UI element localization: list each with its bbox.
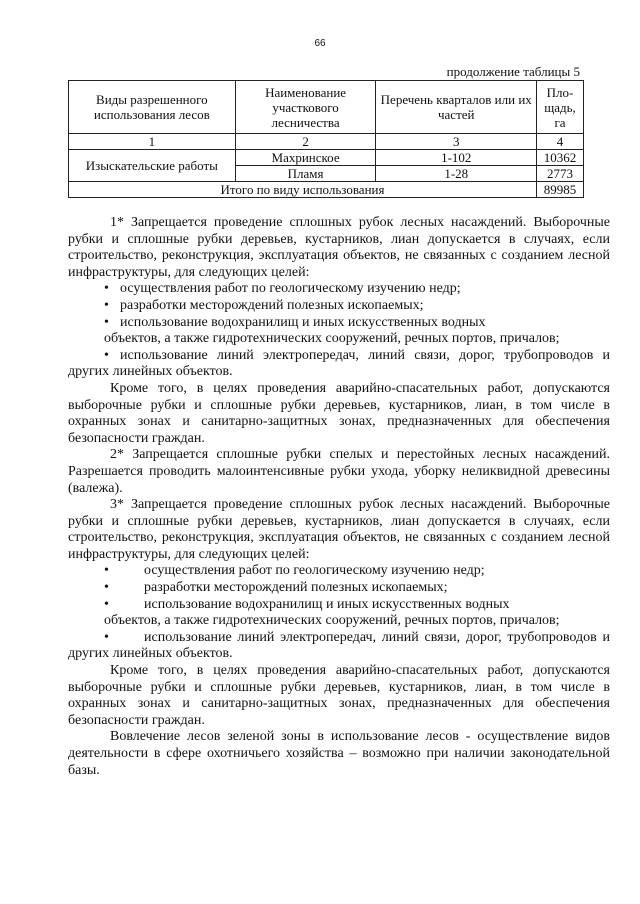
header-cell: Пло-щадь, га <box>537 81 584 134</box>
bullet-icon: • <box>104 314 109 330</box>
list-item <box>68 630 610 663</box>
paragraph: Вовлечение лесов зеленой зоны в использование лесов - осуществление видов деятельности в сфере охотничьего хозяйства – возможно при наличии законодательной базы. <box>68 729 610 778</box>
list-item-continuation: объектов, а также гидротехнических сооружений, речных портов, причалов; <box>104 613 560 629</box>
quarters-cell: 1-28 <box>376 166 537 182</box>
paragraph: Кроме того, в целях проведения аварийно-спасательных работ, допускаются выборочные рубки и сплошные рубки деревьев, кустарников, лиан, в том числе в охранных зонах и санитарно-защитных зонах, предназначенных для обеспечения безопасности граждан. <box>68 663 610 728</box>
list-item-continuation: объектов, а также гидротехнических сооружений, речных портов, причалов; <box>104 331 560 347</box>
area-cell: 2773 <box>537 166 584 182</box>
paragraph: 2* Запрещается сплошные рубки спелых и перестойных лесных насаждений. Разрешается проводить малоинтенсивные рубки ухода, уборку неликвидной древесины (валежа). <box>68 447 610 496</box>
forest-use-table <box>68 80 584 198</box>
paragraph: Кроме того, в целях проведения аварийно-спасательных работ, допускаются выборочные рубки и сплошные рубки деревьев, кустарников, лиан, в том числе в охранных зонах и санитарно-защитных зонах, предназначенных для обеспечения безопасности граждан. <box>68 380 610 446</box>
table-continuation-label: продолжение таблицы 5 <box>446 64 580 79</box>
list-item-text: осуществления работ по геологическому изучению недр; <box>120 281 461 297</box>
header-cell: Перечень кварталов или их частей <box>376 81 537 134</box>
area-cell: 10362 <box>537 150 584 166</box>
column-number-row <box>69 134 584 150</box>
paragraph: 1* Запрещается проведение сплошных рубок лесных насаждений. Выборочные рубки и сплошные рубки деревьев, кустарников, лиан допускается в случаях, если строительство, реконструкция, эксплуатация объектов, не связанных с созданием лесной инфраструктуры, для следующих целей: <box>68 215 610 280</box>
forestry-cell: Пламя <box>235 166 376 182</box>
list-item <box>68 563 610 580</box>
page-number: 66 <box>314 38 326 49</box>
header-cell: Наименование участкового лесничества <box>235 81 376 134</box>
total-label: Итого по виду использования <box>69 182 537 198</box>
list-item <box>68 315 610 332</box>
list-item <box>68 298 610 315</box>
table-total-row <box>69 182 584 198</box>
bullet-icon: • <box>104 629 109 645</box>
use-type-cell: Изыскательские работы <box>69 150 236 182</box>
list-item <box>68 348 610 381</box>
quarters-cell: 1-102 <box>376 150 537 166</box>
bullet-icon: • <box>104 281 109 297</box>
list-item-text: разработки месторождений полезных ископаемых; <box>144 580 448 596</box>
bullet-icon: • <box>104 596 109 612</box>
list-item-text: использование водохранилищ и иных искусственных водных <box>144 596 510 612</box>
bullet-icon: • <box>104 580 109 596</box>
header-cell: Виды разрешенного использования лесов <box>69 81 236 134</box>
table-header-row <box>69 81 584 134</box>
list-item-text: разработки месторождений полезных ископаемых; <box>120 297 424 313</box>
bullet-icon: • <box>104 297 109 313</box>
paragraph: 3* Запрещается проведение сплошных рубок лесных насаждений. Выборочные рубки и сплошные рубки деревьев, кустарников, лиан допускается в случаях, если строительство, реконструкция, эксплуатация объектов, не связанных с созданием лесной инфраструктуры, для следующих целей: <box>68 497 610 562</box>
bullet-icon: • <box>104 563 109 579</box>
list-item-text: использование линий электропередач, линий связи, дорог, трубопроводов и других линейных объектов. <box>68 629 610 662</box>
list-item <box>68 281 610 298</box>
column-number: 4 <box>537 134 584 150</box>
table-row <box>69 150 584 166</box>
column-number: 2 <box>235 134 376 150</box>
forestry-cell: Махринское <box>235 150 376 166</box>
list-item-text: использование линий электропередач, линий связи, дорог, трубопроводов и других линейных объектов. <box>68 347 610 380</box>
body-text <box>68 215 610 779</box>
column-number: 3 <box>376 134 537 150</box>
list-item <box>68 580 610 597</box>
column-number: 1 <box>69 134 236 150</box>
list-item <box>68 597 610 614</box>
list-item-text: осуществления работ по геологическому изучению недр; <box>144 563 485 579</box>
list-item-text: использование водохранилищ и иных искусственных водных <box>120 314 486 330</box>
total-value: 89985 <box>537 182 584 198</box>
bullet-icon: • <box>104 347 109 363</box>
